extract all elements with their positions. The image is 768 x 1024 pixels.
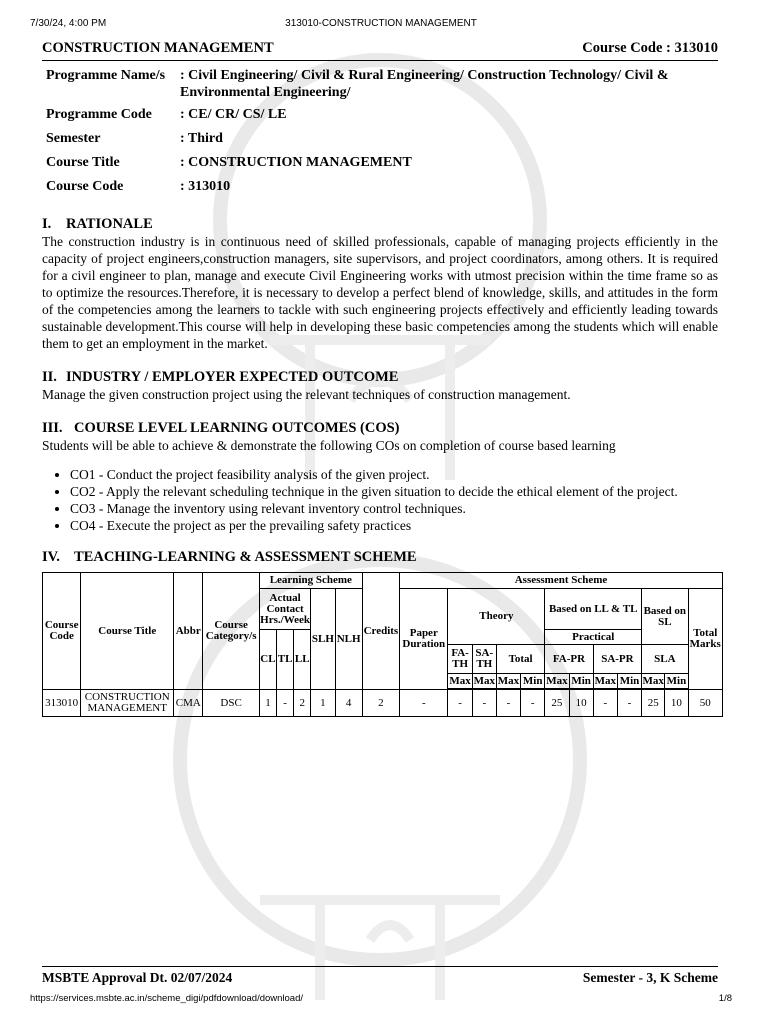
document-course-code: Course Code : 313010 xyxy=(582,40,718,56)
info-label: Course Title xyxy=(46,155,120,170)
list-item: • CO4 - Execute the project as per the prevailing safety practices xyxy=(70,517,718,534)
col-total: Total xyxy=(496,645,544,674)
col-fa-pr: FA-PR xyxy=(545,645,593,674)
col-total-marks: Total Marks xyxy=(688,589,722,690)
col-practical: Practical xyxy=(545,630,642,645)
section-heading-scheme: IV. TEACHING-LEARNING & ASSESSMENT SCHEME xyxy=(42,549,417,565)
col-nlh: NLH xyxy=(335,589,362,690)
scheme-table xyxy=(42,572,723,717)
print-header xyxy=(30,18,732,32)
cell-tl: - xyxy=(277,690,294,717)
cell-sla-min: 10 xyxy=(665,690,688,717)
cell-sa-th-max: - xyxy=(472,690,496,717)
info-value: : CONSTRUCTION MANAGEMENT xyxy=(180,155,412,170)
col-sa-th: SA-TH xyxy=(472,645,496,674)
print-page-number: 1/8 xyxy=(718,993,732,1004)
cell-slh: 1 xyxy=(311,690,335,717)
info-row xyxy=(42,67,718,101)
document-header xyxy=(42,40,718,61)
cell-category: DSC xyxy=(203,690,259,717)
document-footer xyxy=(42,966,718,986)
col-paper-duration: Paper Duration xyxy=(400,589,448,690)
col-based-sl: Based on SL xyxy=(642,589,688,645)
cell-nlh: 4 xyxy=(335,690,362,717)
info-label: Semester xyxy=(46,131,101,146)
cos-intro: Students will be able to achieve & demonstrate the following COs on completion of course based learning xyxy=(42,438,616,453)
info-row xyxy=(42,147,718,171)
cell-title: CONSTRUCTION MANAGEMENT xyxy=(81,690,174,717)
col-max: Max xyxy=(473,674,495,687)
print-url: https://services.msbte.ac.in/scheme_digi/pdfdownload/download/ xyxy=(30,993,304,1004)
rationale-text: The construction industry is in continuous need of skilled professionals, capable of managing projects efficiently in the capacity of project engineers,construction managers, site supervisors, and project coordinators, among others. It is required for a civil engineer to plan, manage and execute Civil Engineering works with utmost precision within the time frame so as to optimize the resources.Therefore, it is necessary to develop a perfect blend of knowledge, skills, and attitudes in the form of the competencies among the learners to tackle with such engineering projects effectively and efficiently leading towards sustainable development.This course will help in developing these basic competencies among the students which will enable them to get an employment in the market. xyxy=(42,234,718,351)
course-info-table xyxy=(42,67,718,195)
col-ll: LL xyxy=(294,630,311,690)
print-datetime: 7/30/24, 4:00 PM xyxy=(30,18,107,29)
cell-cl: 1 xyxy=(259,690,276,717)
cell-fa-th-max: - xyxy=(448,690,472,717)
info-value: : CE/ CR/ CS/ LE xyxy=(180,107,287,122)
col-fa-th: FA-TH xyxy=(448,645,472,674)
col-course-code: Course Code xyxy=(43,573,81,690)
list-item: • CO2 - Apply the relevant scheduling technique in the given situation to decide the ethical element of the project. xyxy=(70,483,718,500)
col-max: Max xyxy=(546,674,568,687)
table-row xyxy=(43,690,723,717)
info-label: Programme Name/s xyxy=(46,68,166,83)
cell-code: 313010 xyxy=(43,690,81,717)
info-label: Programme Code xyxy=(46,107,152,122)
document-body xyxy=(42,40,721,717)
info-value: : 313010 xyxy=(180,179,231,194)
col-max: Max xyxy=(594,674,616,687)
document-title: CONSTRUCTION MANAGEMENT xyxy=(42,40,274,56)
cell-paper-duration: - xyxy=(400,690,448,717)
col-min: Min xyxy=(617,674,641,689)
col-abbr: Abbr xyxy=(174,573,203,690)
info-row xyxy=(42,123,718,147)
info-label: Course Code xyxy=(46,179,124,194)
list-item: • CO3 - Manage the inventory using relevant inventory control techniques. xyxy=(70,500,718,517)
col-max: Max xyxy=(497,674,520,687)
info-value: : Civil Engineering/ Civil & Rural Engineering/ Construction Technology/ Civil & Environmental Engineering/ xyxy=(180,68,669,100)
section-heading-rationale: I. RATIONALE xyxy=(42,216,153,232)
info-row xyxy=(42,171,718,195)
approval-date: MSBTE Approval Dt. 02/07/2024 xyxy=(42,970,233,985)
col-tl: TL xyxy=(277,630,294,690)
scheme-label: Semester - 3, K Scheme xyxy=(582,970,718,985)
industry-text: Manage the given construction project using the relevant techniques of construction management. xyxy=(42,387,571,402)
col-assessment-scheme: Assessment Scheme xyxy=(400,573,723,589)
section-heading-cos: III. COURSE LEVEL LEARNING OUTCOMES (COS) xyxy=(42,420,400,436)
info-value: : Third xyxy=(180,131,223,146)
section-heading-industry: II. INDUSTRY / EMPLOYER EXPECTED OUTCOME xyxy=(42,369,399,385)
cell-abbr: CMA xyxy=(174,690,203,717)
cell-sla-max: 25 xyxy=(642,690,665,717)
col-min: Min xyxy=(666,674,687,687)
cell-total-marks: 50 xyxy=(688,690,722,717)
col-course-title: Course Title xyxy=(81,573,174,690)
col-cl: CL xyxy=(259,630,276,690)
col-theory: Theory xyxy=(448,589,545,645)
cell-credits: 2 xyxy=(362,690,399,717)
col-max: Max xyxy=(449,674,471,687)
col-sa-pr: SA-PR xyxy=(593,645,641,674)
cos-list xyxy=(42,466,718,534)
cell-total-max: - xyxy=(496,690,520,717)
cell-fa-pr-min: 10 xyxy=(569,690,593,717)
cell-sa-pr-min: - xyxy=(617,690,641,717)
col-min: Min xyxy=(521,674,545,689)
list-item: • CO1 - Conduct the project feasibility analysis of the given project. xyxy=(70,466,718,483)
cell-fa-pr-max: 25 xyxy=(545,690,569,717)
cell-total-min: - xyxy=(521,690,545,717)
cell-sa-pr-max: - xyxy=(593,690,617,717)
col-min: Min xyxy=(569,674,593,689)
col-based-ll-tl: Based on LL & TL xyxy=(545,589,642,630)
col-category: Course Category/s xyxy=(203,573,259,690)
col-learning-scheme: Learning Scheme xyxy=(259,573,362,589)
print-footer xyxy=(30,993,732,1007)
col-max: Max xyxy=(642,674,664,687)
col-credits: Credits xyxy=(362,573,399,690)
col-sla: SLA xyxy=(642,645,688,674)
col-slh: SLH xyxy=(311,589,335,690)
info-row xyxy=(42,101,718,123)
cell-ll: 2 xyxy=(294,690,311,717)
print-page-title: 313010-CONSTRUCTION MANAGEMENT xyxy=(285,18,477,29)
col-actual-contact: Actual Contact Hrs./Week xyxy=(259,589,310,630)
